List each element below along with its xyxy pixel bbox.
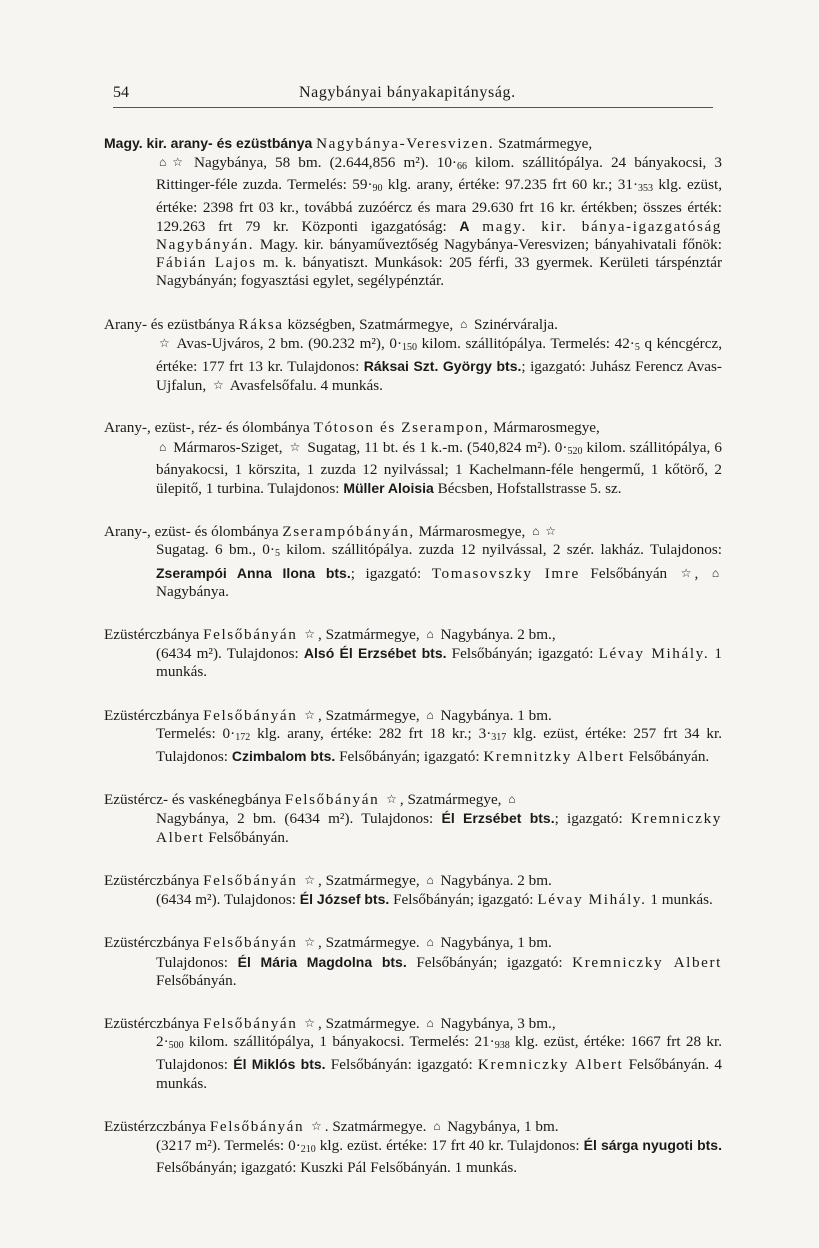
entry-heading-line: Ezüstérczbánya Felsőbányán ☆ , Szatmármegye, ⌂ Nagybánya. 2 bm. xyxy=(104,871,552,889)
railway-icon: ☆ xyxy=(172,155,183,170)
telegraph-icon: ⌂ xyxy=(426,872,434,887)
telegraph-icon: ⌂ xyxy=(426,707,434,722)
page-number: 54 xyxy=(113,84,129,101)
telegraph-icon: ⌂ xyxy=(426,1015,434,1030)
list-item xyxy=(104,706,722,767)
entry-body: Termelés: $0\cdot_{172}$ klg. arany, értéke: 282 frt 18 kr.; $3\cdot_{317}$ klg. ezüst, értéke: 257 frt 34 kr. Tulajdonos: Czimbalom bts. Felsőbányán; igazgató: Kremnitzky Albert Felsőbányán. xyxy=(156,724,723,766)
running-title: Nagybányai bányakapitányság. xyxy=(299,84,516,101)
entry-heading-line: Ezüstérczbánya Felsőbányán ☆ , Szatmármegye. ⌂ Nagybánya, 3 bm., xyxy=(104,1014,556,1032)
telegraph-icon: ⌂ xyxy=(159,439,167,454)
entry-body: (6434 m²). Tulajdonos: Él József bts. Felsőbányán; igazgató: Lévay Mihály. 1 munkás. xyxy=(156,891,713,909)
entry-heading-line: Ezüstérczbánya Felsőbányán ☆ , Szatmármegye, ⌂ Nagybánya. 2 bm., xyxy=(104,626,556,644)
entry-body: Tulajdonos: Él Mária Magdolna bts. Felsőbányán; igazgató: Kremniczky Albert Felsőbányán. xyxy=(156,953,722,989)
telegraph-icon: ⌂ xyxy=(426,627,434,642)
list-item xyxy=(104,790,722,847)
telegraph-icon: ⌂ xyxy=(433,1118,441,1133)
railway-icon: ☆ xyxy=(304,707,316,722)
entry-body: $2\cdot_{500}$ kilom. szállitópálya, 1 bányakocsi. Termelés: $21\cdot_{938}$ klg. ezüst, értéke: 1667 frt 28 kr. Tulajdonos: Él Miklós bts. Felsőbányán: igazgató: Kremniczky Albert Felsőbányán. 4 munkás. xyxy=(156,1033,722,1092)
railway-icon: ☆ xyxy=(680,565,692,580)
list-item xyxy=(104,315,722,396)
list-item xyxy=(104,1117,722,1178)
entry-body: (3217 m²). Termelés: $0\cdot_{210}$ klg. ezüst. értéke: 17 frt 40 kr. Tulajdonos: Él sárga nyugoti bts. Felsőbányán; igazgató: Kuszki Pál Felsőbányán. 1 munkás. xyxy=(156,1136,722,1177)
entry-body: (6434 m²). Tulajdonos: Alsó Él Erzsébet bts. Felsőbányán; igazgató: Lévay Mihály. 1 munkás. xyxy=(156,645,723,681)
list-item xyxy=(104,625,722,682)
telegraph-icon: ⌂ xyxy=(711,565,720,580)
entry-body: Sugatag. 6 bm., $0\cdot_5$ kilom. szállitópálya. zuzda 12 nyilvással, 2 szér. lakház. Tulajdonos: Zserampói Anna Ilona bts.; igazgató: Tomasovszky Imre Felsőbányán ☆ , ⌂ Nagybánya. xyxy=(156,541,722,600)
list-item xyxy=(104,871,722,909)
entry-heading-line: Ezüstérczbánya Felsőbányán ☆ , Szatmármegye. ⌂ Nagybánya, 1 bm. xyxy=(104,934,552,952)
entry-heading-line: Ezüstércz- és vaskénegbánya Felsőbányán ☆ , Szatmármegye, ⌂ xyxy=(104,791,516,809)
entry-heading-line: Arany-, ezüst-, réz- és ólombánya Tótoson és Zserampon, Mármarosmegye, xyxy=(104,419,600,437)
entry-heading-line: Magy. kir. arany- és ezüstbánya Nagybánya-Veresvizen. Szatmármegye, xyxy=(104,135,593,152)
railway-icon: ☆ xyxy=(304,627,316,642)
list-item xyxy=(104,933,722,990)
railway-icon: ☆ xyxy=(159,335,170,350)
railway-icon: ☆ xyxy=(304,935,316,950)
entry-heading-line: Ezüstérczbánya Felsőbányán ☆ , Szatmármegye, ⌂ Nagybánya. 1 bm. xyxy=(104,706,552,724)
railway-icon: ☆ xyxy=(545,524,557,539)
list-item xyxy=(104,1014,722,1093)
telegraph-icon: ⌂ xyxy=(460,316,468,331)
entry-body: ⌂ Mármaros-Sziget, ☆ Sugatag, 11 bt. és 1 k.-m. (540,824 m²). $0\cdot_{520}$ kilom. szállitópálya, 6 bányakocsi, 1 körszita, 1 zuzda 12 nyilvással; 1 Kachelmann-féle hengermű, 1 kőtörő, 2 ülepitő, 1 turbina. Tulajdonos: Müller Aloisia Bécsben, Hofstallstrasse 5. sz. xyxy=(156,438,722,498)
railway-icon: ☆ xyxy=(213,378,224,393)
entry-body: Nagybánya, 2 bm. (6434 m²). Tulajdonos: Él Erzsébet bts.; igazgató: Kremniczky Albert Felsőbányán. xyxy=(156,810,722,846)
header-rule xyxy=(113,107,713,108)
list-item xyxy=(104,522,722,601)
entry-body: ⌂ ☆ Nagybánya, 58 bm. (2.644,856 m²). $10\cdot_{66}$ kilom. szállitópálya. 24 bányakocsi, 3 Rittinger-féle zuzda. Termelés: $59\cdot_{90}$ klg. arany, értéke: 97.235 frt 60 kr.; $31\cdot_{353}$ klg. ezüst, értéke: 2398 frt 03 kr., továbbá zuzóércz és mara 29.630 frt 16 kr. értékben; összes érték: 129.263 frt 79 kr. Központi igazgatóság: A magy. kir. bánya-igazgatóság Nagybányán. Magy. kir. bányaműveztőség Nagybánya-Veresvizen; bányahivatali főnök: Fábián Lajos m. k. bányatiszt. Munkások: 205 férfi, 33 gyermek. Kerületi társpénztár Nagybányán; fogyasztási egylet, segélypénztár. xyxy=(156,154,723,290)
railway-icon: ☆ xyxy=(304,872,316,887)
entry-heading-line: Arany- és ezüstbánya Ráksa községben, Szatmármegye, ⌂ Szinérváralja. xyxy=(104,315,558,333)
railway-icon: ☆ xyxy=(386,792,397,807)
telegraph-icon: ⌂ xyxy=(426,935,434,950)
telegraph-icon: ⌂ xyxy=(159,155,167,170)
railway-icon: ☆ xyxy=(311,1118,322,1133)
telegraph-icon: ⌂ xyxy=(532,524,540,539)
page-header xyxy=(113,84,713,108)
list-item xyxy=(104,419,722,498)
railway-icon: ☆ xyxy=(289,439,301,454)
railway-icon: ☆ xyxy=(304,1015,316,1030)
entry-body: ☆ Avas-Ujváros, 2 bm. (90.232 m²), $0\cdot_{150}$ kilom. szállitópálya. Termelés: $42\cdot_5$ q kéncgércz, értéke: 177 frt 13 kr. Tulajdonos: Ráksai Szt. György bts.; igazgató: Juhász Ferencz Avas-Ujfalun, ☆ Avasfelsőfalu. 4 munkás. xyxy=(156,334,722,395)
entry-list xyxy=(104,134,722,1201)
telegraph-icon: ⌂ xyxy=(508,792,516,807)
entry-heading-line: Arany-, ezüst- és ólombánya Zserampóbányán, Mármarosmegye, ⌂ ☆ xyxy=(104,523,557,541)
entry-heading-line: Ezüstérzczbánya Felsőbányán ☆ . Szatmármegye. ⌂ Nagybánya, 1 bm. xyxy=(104,1117,559,1135)
list-item xyxy=(104,134,722,291)
